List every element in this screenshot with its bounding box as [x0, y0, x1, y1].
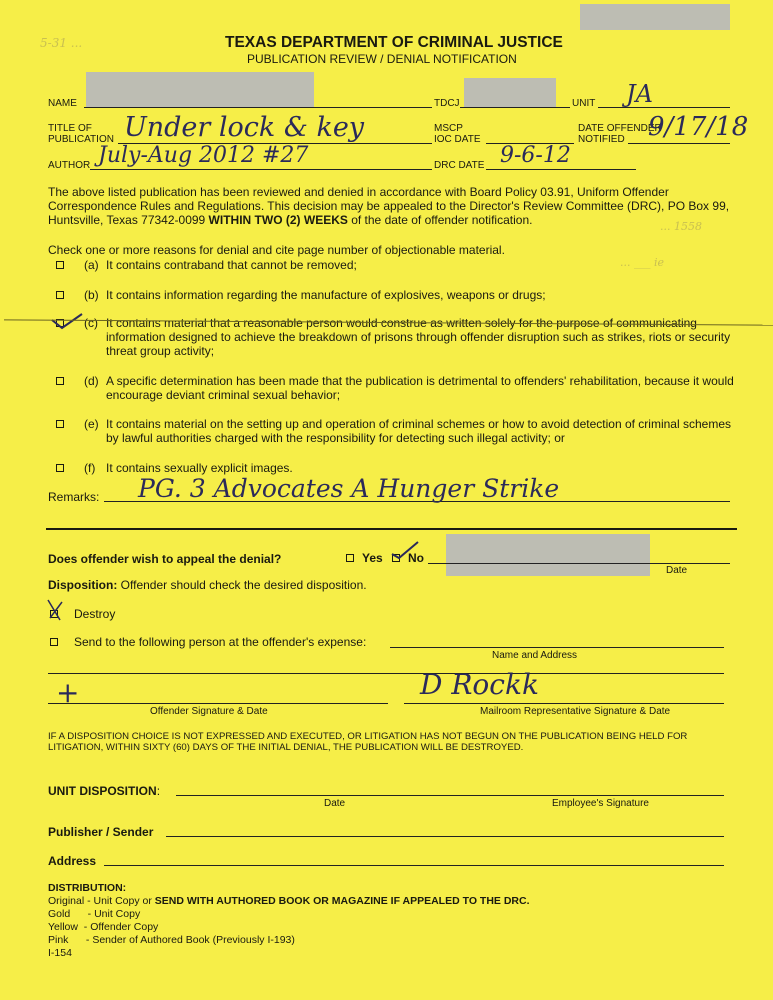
- title-label-line2: PUBLICATION: [48, 134, 114, 145]
- unit-line: [598, 107, 730, 108]
- distribution-pink: Pink - Sender of Authored Book (Previously I-193): [48, 934, 295, 946]
- drc-date-label: DRC DATE: [434, 160, 485, 171]
- bleed-through-mark: ... 1558: [660, 220, 702, 233]
- mailroom-signature-line: [404, 703, 724, 704]
- distribution-original: [48, 895, 530, 908]
- mailroom-signature-label: Mailroom Representative Signature & Date: [480, 706, 671, 717]
- appeal-date-label: Date: [666, 565, 688, 576]
- employee-signature-label: Employee's Signature: [552, 798, 649, 809]
- publisher-line: [166, 836, 724, 837]
- publication-title-value[interactable]: Under lock & key: [124, 112, 365, 143]
- ioc-date-label: IOC DATE: [434, 134, 481, 145]
- x-mark-icon: [46, 598, 66, 624]
- destruction-warning: IF A DISPOSITION CHOICE IS NOT EXPRESSED AND EXECUTED, OR LITIGATION HAS NOT BEGUN ON THE PUBLICATION BEING HELD FOR LITIGATION, WITHIN SIXTY (60) DAYS OF THE INITIAL DENIAL, THE PUBLICATION WILL BE DESTROYED.: [48, 731, 688, 753]
- send-name-line: [390, 647, 724, 648]
- drc-date-line: [486, 169, 636, 170]
- date-notified-label-line1: DATE OFFENDER: [578, 123, 662, 134]
- address-label: Address: [48, 854, 97, 868]
- checkmark-icon: [50, 312, 84, 332]
- disposition-instruction: Offender should check the desired disposition.: [117, 578, 367, 592]
- address-line: [104, 865, 724, 866]
- author-value[interactable]: July-Aug 2012 #27: [98, 143, 309, 168]
- reason-c-letter: (c): [84, 316, 98, 330]
- checkbox-send[interactable]: [50, 638, 58, 646]
- mscp-label: [434, 123, 480, 145]
- distribution-block: [48, 882, 530, 960]
- redaction-name: [86, 72, 314, 108]
- form-title: TEXAS DEPARTMENT OF CRIMINAL JUSTICE: [225, 34, 563, 51]
- mscp-label-line1: MSCP: [434, 123, 463, 134]
- appeal-question: Does offender wish to appeal the denial?: [48, 552, 282, 566]
- tdcj-label: TDCJ: [434, 98, 460, 109]
- reason-a-text: It contains contraband that cannot be removed;: [106, 258, 357, 272]
- reason-e-text: It contains material on the setting up and operation of criminal schemes or how to avoid detection of criminal schemes by lawful authorities charged with the responsibility for detecting such illegal activity; or: [106, 417, 731, 445]
- unit-disposition-line: [176, 795, 724, 796]
- remarks-value[interactable]: PG. 3 Advocates A Hunger Strike: [138, 474, 560, 503]
- checkbox-reason-e[interactable]: [56, 420, 64, 428]
- tdcj-line: [460, 107, 570, 108]
- appeal-yes-label: Yes: [362, 551, 383, 565]
- reasons-intro: Check one or more reasons for denial and cite page number of objectionable material.: [48, 243, 505, 257]
- distribution-yellow: Yellow - Offender Copy: [48, 921, 159, 933]
- distribution-original-bold: SEND WITH AUTHORED BOOK OR MAGAZINE IF APPEALED TO THE DRC.: [154, 895, 530, 907]
- appeal-no-label: No: [408, 551, 424, 565]
- appeal-signature-line: [428, 563, 730, 564]
- form-subtitle: PUBLICATION REVIEW / DENIAL NOTIFICATION: [247, 52, 517, 66]
- reason-f-letter: (f): [84, 461, 96, 475]
- checkbox-appeal-yes[interactable]: [346, 554, 354, 562]
- send-label: Send to the following person at the offender's expense:: [74, 635, 367, 649]
- disposition-row: [48, 578, 367, 592]
- intro-text-a: The above listed publication has been reviewed and denied in accordance with Board Policy 03.91, Uniform Offender Correspondence Rules and Regulations: [48, 185, 669, 213]
- intro-text-b: . This decision may be appealed to the Director's Review Committee (DRC), PO Box 99, Huntsville, Texas 77342-0099: [48, 199, 730, 227]
- reason-d-text: A specific determination has been made that the publication is detrimental to offenders' rehabilitation, because it would encourage deviant criminal sexual behavior;: [106, 374, 734, 402]
- reason-a-letter: (a): [84, 258, 99, 272]
- redaction-appeal-signature: [446, 534, 650, 576]
- checkbox-reason-a[interactable]: [56, 261, 64, 269]
- author-line: [90, 169, 432, 170]
- name-label: NAME: [48, 98, 77, 109]
- offender-signature-line: [48, 703, 388, 704]
- send-address-line: [48, 673, 724, 674]
- drc-date-value[interactable]: 9-6-12: [500, 143, 571, 168]
- name-address-label: Name and Address: [492, 650, 578, 661]
- form-number: I-154: [48, 947, 72, 959]
- disposition-label: Disposition:: [48, 578, 118, 592]
- reason-d-letter: (d): [84, 374, 99, 388]
- offender-signature-mark: +: [56, 676, 80, 709]
- date-notified-label-line2: NOTIFIED: [578, 134, 625, 145]
- unit-label: UNIT: [572, 98, 596, 109]
- unit-disposition-row: [48, 784, 160, 798]
- date-notified-line: [628, 143, 730, 144]
- checkbox-reason-d[interactable]: [56, 377, 64, 385]
- redaction-top-right: [580, 4, 730, 30]
- distribution-gold: Gold - Unit Copy: [48, 908, 141, 920]
- checkbox-reason-b[interactable]: [56, 291, 64, 299]
- checkbox-reason-f[interactable]: [56, 464, 64, 472]
- unit-disposition-colon: :: [156, 784, 161, 798]
- title-label: [48, 123, 114, 145]
- author-label: AUTHOR: [48, 160, 91, 171]
- reason-b-letter: (b): [84, 288, 99, 302]
- unit-value[interactable]: JA: [626, 80, 653, 108]
- intro-text-c: of the date of offender notification.: [347, 213, 533, 227]
- name-line: [84, 107, 432, 108]
- reason-f-text: It contains sexually explicit images.: [106, 461, 293, 475]
- section-divider: [46, 528, 737, 530]
- distribution-title: DISTRIBUTION:: [48, 882, 127, 894]
- destroy-label: Destroy: [74, 607, 116, 621]
- publisher-label: Publisher / Sender: [48, 825, 154, 839]
- unit-disposition-date-label: Date: [324, 798, 346, 809]
- offender-signature-label: Offender Signature & Date: [150, 706, 268, 717]
- unit-disposition-label: UNIT DISPOSITION: [48, 784, 157, 798]
- distribution-original-text: Original - Unit Copy or: [48, 895, 155, 907]
- date-notified-value[interactable]: 9/17/18: [648, 112, 749, 142]
- title-label-line1: TITLE OF: [48, 123, 92, 134]
- redaction-tdcj: [464, 78, 556, 108]
- intro-deadline: WITHIN TWO (2) WEEKS: [208, 213, 348, 227]
- reason-b-text: It contains information regarding the manufacture of explosives, weapons or drugs;: [106, 288, 546, 302]
- intro-paragraph: [48, 185, 738, 227]
- mailroom-signature: D Rockk: [420, 668, 539, 701]
- reason-e-letter: (e): [84, 417, 99, 431]
- reason-c-text: It contains material that a reasonable person would construe as written solely for the purpose of communicating information designed to achieve the breakdown of prisons through offender disruption such as strikes, riots or security threat group activity;: [106, 316, 731, 358]
- bleed-through-mark: 5-31 ...: [40, 36, 83, 50]
- remarks-label: Remarks:: [48, 490, 100, 504]
- bleed-through-mark: ... ___ ie: [620, 256, 665, 269]
